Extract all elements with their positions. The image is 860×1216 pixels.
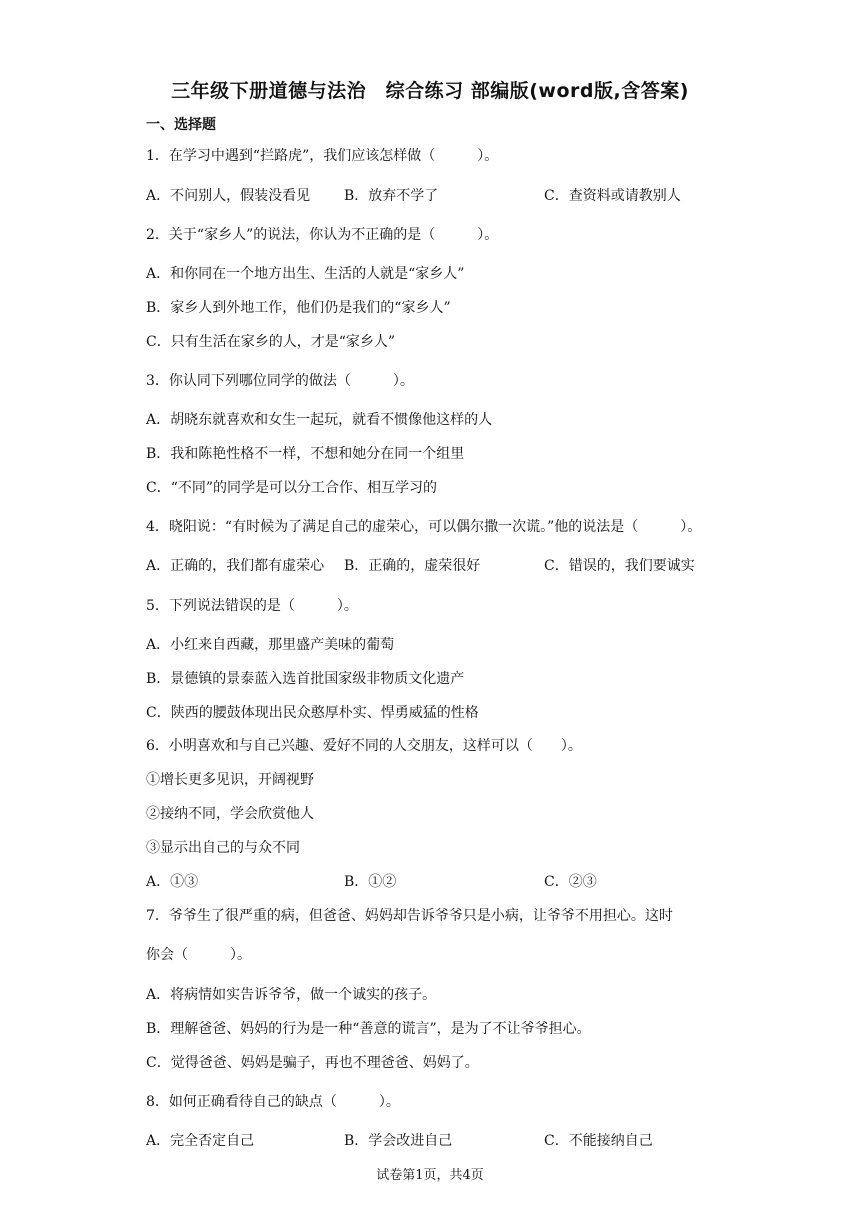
- section-heading: 一、选择题: [146, 117, 216, 133]
- question-4-option-b: B．正确的，虚荣很好: [344, 558, 481, 574]
- question-6-option-b: B．①②: [344, 874, 397, 890]
- question-2-option-c: C．只有生活在家乡的人，才是“家乡人”: [146, 334, 396, 350]
- question-5-option-c: C．陕西的腰鼓体现出民众憨厚朴实、悍勇威猛的性格: [146, 705, 479, 721]
- question-2-stem: 2．关于“家乡人”的说法，你认为不正确的是（ ）。: [146, 227, 499, 243]
- question-6-item-1: ①增长更多见识，开阔视野: [146, 772, 314, 788]
- question-6-option-a: A．①③: [146, 874, 199, 890]
- question-7-option-c: C．觉得爸爸、妈妈是骗子，再也不理爸爸、妈妈了。: [146, 1055, 479, 1071]
- question-7-option-a: A．将病情如实告诉爷爷，做一个诚实的孩子。: [146, 987, 437, 1003]
- question-2-option-b: B．家乡人到外地工作，他们仍是我们的“家乡人”: [146, 300, 451, 316]
- question-4-option-a: A．正确的，我们都有虚荣心: [146, 558, 325, 574]
- question-6-item-2: ②接纳不同，学会欣赏他人: [146, 806, 314, 822]
- question-7-option-b: B．理解爸爸、妈妈的行为是一种“善意的谎言”，是为了不让爷爷担心。: [146, 1021, 591, 1037]
- question-5-option-a: A．小红来自西藏，那里盛产美味的葡萄: [146, 637, 395, 653]
- question-5-option-b: B．景德镇的景泰蓝入选首批国家级非物质文化遗产: [146, 671, 465, 687]
- question-7-stem-line-1: 7．爷爷生了很严重的病，但爸爸、妈妈却告诉爷爷只是小病，让爷爷不用担心。这时: [146, 908, 673, 924]
- question-7-stem-line-2: 你会（ ）。: [146, 947, 251, 963]
- question-4-stem: 4．晓阳说：“有时候为了满足自己的虚荣心，可以偶尔撒一次谎。”他的说法是（ ）。: [146, 519, 702, 535]
- page-footer: 试卷第1页，共4页: [376, 1168, 484, 1183]
- question-4-option-c: C．错误的，我们要诚实: [544, 558, 695, 574]
- question-8-option-b: B．学会改进自己: [344, 1133, 453, 1149]
- question-1-option-c: C．查资料或请教别人: [544, 188, 681, 204]
- question-3-option-b: B．我和陈艳性格不一样，不想和她分在同一个组里: [146, 446, 465, 462]
- question-8-option-a: A．完全否定自己: [146, 1133, 255, 1149]
- document-title: 三年级下册道德与法治 综合练习 部编版(word版,含答案): [171, 80, 689, 102]
- question-6-stem: 6．小明喜欢和与自己兴趣、爱好不同的人交朋友，这样可以（ ）。: [146, 738, 582, 754]
- question-6-option-c: C．②③: [544, 874, 597, 890]
- question-6-item-3: ③显示出自己的与众不同: [146, 840, 300, 856]
- question-3-option-c: C．“不同”的同学是可以分工合作、相互学习的: [146, 480, 438, 496]
- question-1-option-a: A．不问别人，假装没看见: [146, 188, 311, 204]
- question-3-stem: 3．你认同下列哪位同学的做法（ ）。: [146, 373, 414, 389]
- question-1-option-b: B．放弃不学了: [344, 188, 439, 204]
- question-1-stem: 1．在学习中遇到“拦路虎”，我们应该怎样做（ ）。: [146, 148, 499, 164]
- question-3-option-a: A．胡晓东就喜欢和女生一起玩，就看不惯像他这样的人: [146, 412, 493, 428]
- question-2-option-a: A．和你同在一个地方出生、生活的人就是“家乡人”: [146, 266, 465, 282]
- question-5-stem: 5．下列说法错误的是（ ）。: [146, 598, 358, 614]
- question-8-option-c: C．不能接纳自己: [544, 1133, 653, 1149]
- question-8-stem: 8．如何正确看待自己的缺点（ ）。: [146, 1094, 400, 1110]
